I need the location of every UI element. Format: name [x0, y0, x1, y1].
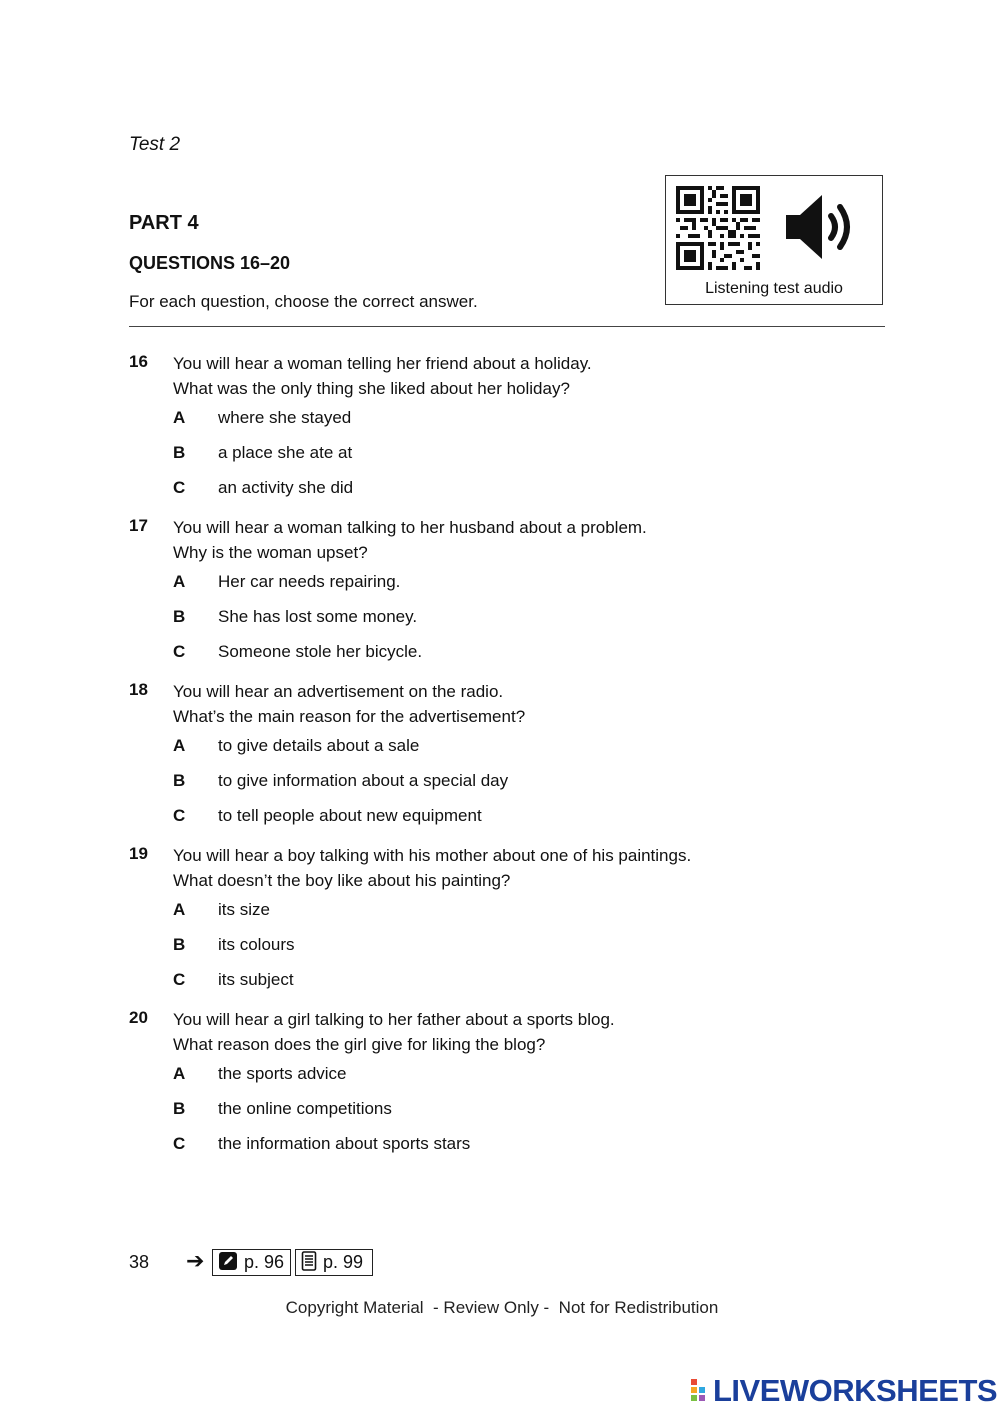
option-text: the information about sports stars [218, 1134, 471, 1153]
option-text: to give information about a special day [218, 771, 509, 790]
test-label: Test 2 [129, 134, 181, 155]
option-letter: B [173, 443, 186, 462]
option-letter: B [173, 935, 186, 954]
qr-code-icon[interactable] [676, 186, 760, 270]
stem-line-1: You will hear a boy talking with his mother about one of his paintings. [173, 846, 692, 865]
copyright-notice: Copyright Material - Review Only - Not for Redistribution [285, 1298, 719, 1317]
option-letter: A [173, 1064, 186, 1083]
question-stem [173, 1008, 873, 1057]
option-a[interactable] [173, 900, 833, 924]
option-a[interactable] [173, 736, 833, 760]
option-letter: C [173, 806, 186, 825]
audio-caption: Listening test audio [705, 280, 843, 297]
option-letter: C [173, 478, 186, 497]
option-letter: B [173, 771, 186, 790]
option-text: the online competitions [218, 1099, 392, 1118]
option-b[interactable] [173, 443, 833, 467]
answer-key-page: p. 96 [244, 1252, 285, 1272]
question-number: 18 [129, 680, 148, 699]
option-c[interactable] [173, 806, 833, 830]
option-text: its subject [218, 970, 294, 989]
option-letter: C [173, 1134, 186, 1153]
option-text: its colours [218, 935, 295, 954]
option-letter: A [173, 736, 186, 755]
option-letter: A [173, 408, 186, 427]
arrow-right-icon: ➔ [186, 1248, 205, 1273]
option-text: a place she ate at [218, 443, 353, 462]
option-b[interactable] [173, 607, 833, 631]
option-letter: C [173, 970, 186, 989]
stem-line-2: What reason does the girl give for liking the blog? [173, 1034, 546, 1054]
option-text: Her car needs repairing. [218, 572, 401, 591]
question-number: 16 [129, 352, 148, 371]
stem-line-1: You will hear a woman telling her friend about a holiday. [173, 354, 592, 373]
instruction-text: For each question, choose the correct answer. [129, 292, 478, 311]
stem-line-1: You will hear an advertisement on the radio. [173, 682, 504, 701]
option-a[interactable] [173, 1064, 833, 1088]
part-title: PART 4 [129, 212, 199, 234]
option-c[interactable] [173, 970, 833, 994]
stem-line-1: You will hear a woman talking to her husband about a problem. [173, 518, 647, 537]
question-stem [173, 844, 873, 893]
answer-key-reference[interactable] [212, 1249, 291, 1276]
option-c[interactable] [173, 1134, 833, 1158]
question-range: QUESTIONS 16–20 [129, 253, 291, 273]
divider [129, 326, 885, 327]
option-text: to tell people about new equipment [218, 806, 482, 825]
brand-name: LIVEWORKSHEETS [713, 1373, 998, 1408]
stem-line-2: What doesn’t the boy like about his painting? [173, 870, 511, 890]
audioscript-page: p. 99 [323, 1252, 364, 1272]
option-text: the sports advice [218, 1064, 347, 1083]
option-c[interactable] [173, 478, 833, 502]
option-letter: B [173, 607, 186, 626]
audioscript-reference[interactable] [295, 1249, 373, 1276]
option-text: where she stayed [218, 408, 352, 427]
question-number: 19 [129, 844, 148, 863]
liveworksheets-logo[interactable] [691, 1373, 998, 1409]
answer-key-icon [218, 1251, 238, 1271]
option-a[interactable] [173, 572, 833, 596]
option-text: an activity she did [218, 478, 354, 497]
option-text: Someone stole her bicycle. [218, 642, 423, 661]
option-letter: A [173, 572, 186, 591]
question-stem [173, 352, 873, 401]
stem-line-2: What was the only thing she liked about her holiday? [173, 378, 570, 398]
stem-line-2: What’s the main reason for the advertisement? [173, 706, 526, 726]
option-letter: C [173, 642, 186, 661]
question-stem [173, 680, 873, 729]
option-text: She has lost some money. [218, 607, 418, 626]
question-stem [173, 516, 873, 565]
option-a[interactable] [173, 408, 833, 432]
option-letter: A [173, 900, 186, 919]
question-number: 17 [129, 516, 148, 535]
option-b[interactable] [173, 771, 833, 795]
listening-audio-box[interactable] [665, 175, 883, 305]
speaker-volume-icon[interactable] [784, 192, 860, 262]
option-text: to give details about a sale [218, 736, 420, 755]
question-number: 20 [129, 1008, 148, 1027]
option-b[interactable] [173, 935, 833, 959]
option-b[interactable] [173, 1099, 833, 1123]
stem-line-1: You will hear a girl talking to her father about a sports blog. [173, 1010, 615, 1029]
option-letter: B [173, 1099, 186, 1118]
page-number: 38 [129, 1252, 150, 1272]
option-text: its size [218, 900, 270, 919]
document-icon [301, 1251, 317, 1271]
option-c[interactable] [173, 642, 833, 666]
stem-line-2: Why is the woman upset? [173, 542, 368, 562]
